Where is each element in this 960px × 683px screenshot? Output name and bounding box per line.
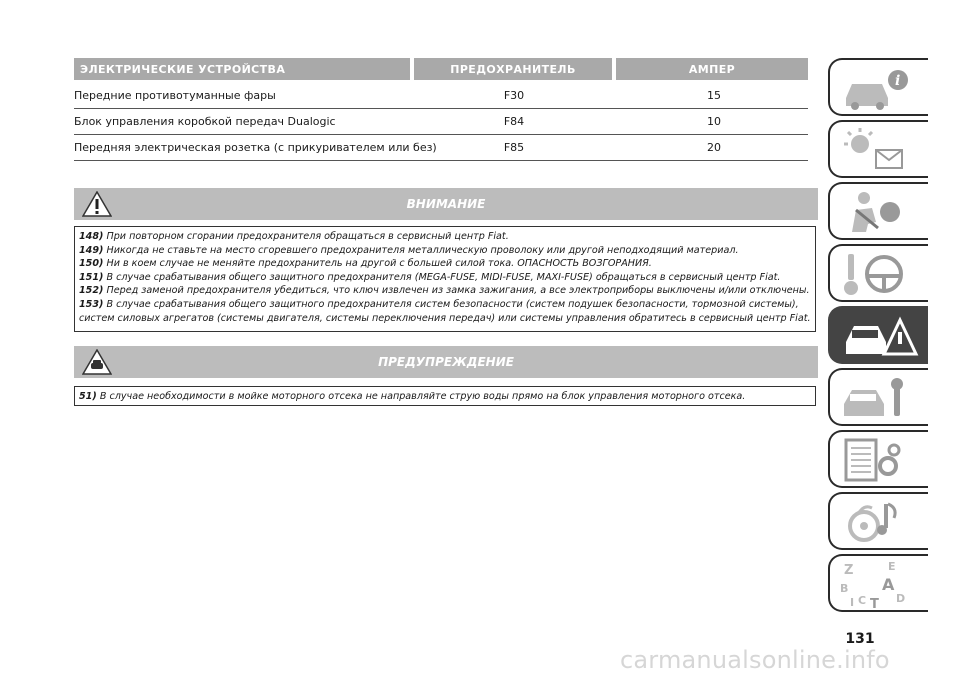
- warning-box: [74, 386, 816, 406]
- technical-data-icon: [838, 436, 922, 486]
- tab-multimedia[interactable]: [828, 492, 928, 550]
- table-row: [74, 134, 808, 161]
- emergency-breakdown-icon: [838, 312, 922, 362]
- table-header-amps: АМПЕР: [616, 58, 808, 80]
- amps-cell: 10: [707, 115, 721, 128]
- watermark: carmanualsonline.info: [620, 646, 890, 674]
- steering-key-icon: [838, 250, 922, 300]
- table-header-fuse: ПРЕДОХРАНИТЕЛЬ: [414, 58, 612, 80]
- amps-cell: 15: [707, 89, 721, 102]
- amps-cell: 20: [707, 141, 721, 154]
- fuse-cell: F85: [503, 141, 525, 154]
- svg-text:I: I: [850, 596, 855, 609]
- page-number: 131: [845, 631, 875, 647]
- svg-text:B: B: [840, 582, 849, 595]
- device-cell: Передняя электрическая розетка (с прикуривателем или без): [74, 141, 437, 154]
- attention-box: [74, 226, 816, 332]
- warning-banner: [74, 346, 818, 378]
- safety-airbag-icon: [838, 188, 922, 238]
- warning-title: ПРЕДУПРЕЖДЕНИЕ: [378, 355, 514, 369]
- warning-lights-icon: [838, 126, 922, 176]
- svg-text:E: E: [888, 560, 896, 573]
- attention-item: 149) Никогда не ставьте на место сгоревшего предохранителя металлическую проволоку или другой неподходящий материал.: [79, 244, 739, 256]
- car-info-icon: [838, 64, 922, 114]
- maintenance-wrench-icon: [838, 374, 922, 424]
- alphabetical-index-icon: [838, 560, 922, 610]
- table-row: [74, 82, 808, 109]
- device-cell: Блок управления коробкой передач Dualogic: [74, 115, 336, 128]
- attention-item: 152) Перед заменой предохранителя убедиться, что ключ извлечен из замка зажигания, а все электроприборы выключены и/или отключены.: [79, 285, 810, 297]
- svg-text:A: A: [882, 575, 895, 594]
- attention-banner: [74, 188, 818, 220]
- tab-warning-lights[interactable]: [828, 120, 928, 178]
- tab-emergency[interactable]: [828, 306, 928, 364]
- fuse-cell: F84: [503, 115, 525, 128]
- warning-item: 51) В случае необходимости в мойке моторного отсека не направляйте струю воды прямо на блок управления моторного отсека.: [79, 391, 746, 402]
- fuse-cell: F30: [503, 89, 525, 102]
- tab-technical-data[interactable]: [828, 430, 928, 488]
- attention-item: 151) В случае срабатывания общего защитного предохранителя (MEGA-FUSE, MIDI-FUSE, MAXI-FUSE) обращаться в сервисный центр Fiat.: [79, 271, 781, 283]
- multimedia-icon: [838, 498, 922, 548]
- svg-text:T: T: [870, 597, 879, 610]
- device-cell: Передние противотуманные фары: [74, 89, 276, 102]
- svg-text:Z: Z: [844, 563, 854, 578]
- svg-text:D: D: [896, 592, 906, 605]
- tab-car-info[interactable]: [828, 58, 928, 116]
- tab-index[interactable]: [828, 554, 928, 612]
- attention-item: 148) При повторном сгорании предохранителя обращаться в сервисный центр Fiat.: [79, 231, 509, 242]
- attention-item-continued: систем силовых агрегатов (системы двигателя, системы переключения передач) или системы управления обратитесь в сервисный центр Fiat.: [79, 312, 811, 324]
- attention-title: ВНИМАНИЕ: [406, 197, 486, 211]
- tab-maintenance[interactable]: [828, 368, 928, 426]
- table-row: [74, 108, 808, 135]
- tab-safety[interactable]: [828, 182, 928, 240]
- table-header-device: ЭЛЕКТРИЧЕСКИЕ УСТРОЙСТВА: [74, 58, 410, 80]
- tab-starting[interactable]: [828, 244, 928, 302]
- svg-text:i: i: [895, 73, 901, 89]
- attention-item: 153) В случае срабатывания общего защитного предохранителя систем безопасности (систем подушек безопасности, тормозной системы),: [79, 298, 799, 310]
- attention-item: 150) Ни в коем случае не меняйте предохранитель на другой с большей силой тока. ОПАСНОСТЬ ВОЗГОРАНИЯ.: [79, 258, 652, 270]
- svg-text:C: C: [858, 594, 867, 607]
